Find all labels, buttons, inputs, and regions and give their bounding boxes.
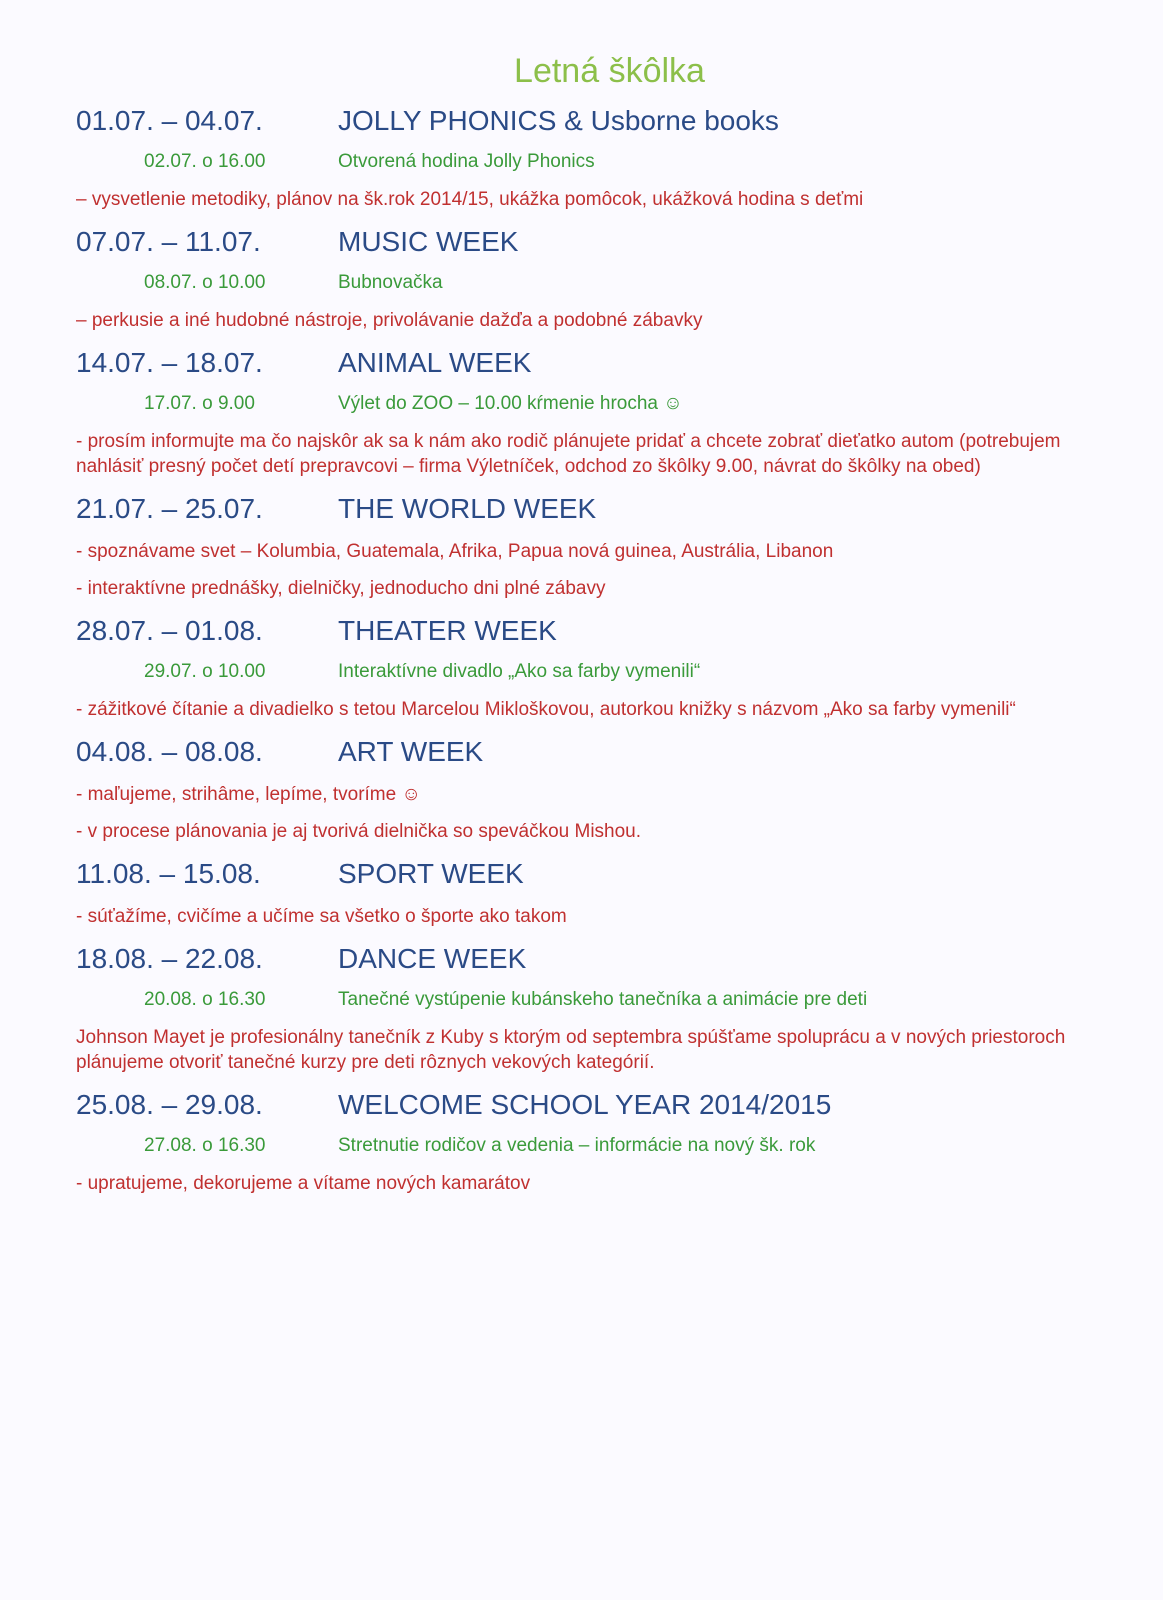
event-text: Výlet do ZOO – 10.00 kŕmenie hrocha ☺ [338,393,683,414]
week-dates: 25.08. – 29.08. [76,1089,263,1120]
week-event [76,1135,1123,1157]
week-name: JOLLY PHONICS & Usborne books [338,105,779,136]
week-event [76,393,1123,415]
week-dates: 11.08. – 15.08. [76,858,261,889]
week-event [76,151,1123,173]
week-name: ANIMAL WEEK [338,347,532,378]
week-dates: 28.07. – 01.08. [76,615,263,646]
event-time: 08.07. o 10.00 [144,272,266,293]
week-header [76,493,1123,525]
event-time: 02.07. o 16.00 [144,151,266,172]
week-name: DANCE WEEK [338,943,527,974]
event-time: 29.07. o 10.00 [144,661,266,682]
event-text: Otvorená hodina Jolly Phonics [338,151,595,172]
week-note: - maľujeme, strihâme, lepíme, tvoríme ☺ [76,784,421,805]
week-note: Johnson Mayet je profesionálny tanečník z Kuby s ktorým od septembra spúšťame spoluprácu a v nových priestoroch plánujeme otvoriť tanečné kurzy pre deti rôznych vekových kategórií. [76,1027,1066,1073]
week-name: MUSIC WEEK [338,226,519,257]
week-dates: 07.07. – 11.07. [76,226,261,257]
week-note: – vysvetlenie metodiky, plánov na šk.rok 2014/15, ukážka pomôcok, ukážková hodina s deťmi [76,189,864,210]
week-header [76,943,1123,975]
week-dates: 21.07. – 25.07. [76,493,263,524]
week-note: - interaktívne prednášky, dielničky, jednoducho dni plné zábavy [76,578,606,599]
page-title: Letná škôlka [514,52,705,90]
week-name: SPORT WEEK [338,858,524,889]
week-header [76,615,1123,647]
week-name: WELCOME SCHOOL YEAR 2014/2015 [338,1089,832,1120]
week-note: - v procese plánovania je aj tvorivá dielnička so speváčkou Mishou. [76,821,642,842]
week-name: THEATER WEEK [338,615,557,646]
week-dates: 14.07. – 18.07. [76,347,263,378]
event-time: 20.08. o 16.30 [144,989,266,1010]
week-dates: 18.08. – 22.08. [76,943,263,974]
week-event [76,272,1123,294]
week-header [76,736,1123,768]
week-name: ART WEEK [338,736,484,767]
week-header [76,858,1123,890]
week-note: – perkusie a iné hudobné nástroje, privolávanie dažďa a podobné zábavky [76,310,703,331]
week-header [76,105,1123,137]
week-note: - spoznávame svet – Kolumbia, Guatemala, Afrika, Papua nová guinea, Austrália, Libanon [76,541,834,562]
week-header [76,347,1123,379]
week-dates: 04.08. – 08.08. [76,736,263,767]
week-event [76,989,1123,1011]
week-note: - súťažíme, cvičíme a učíme sa všetko o športe ako takom [76,906,567,927]
week-note: - zážitkové čítanie a divadielko s tetou Marcelou Mikloškovou, autorkou knižky s názvom „Ako sa farby vymenili“ [76,699,1016,720]
week-header [76,226,1123,258]
event-text: Interaktívne divadlo „Ako sa farby vymenili“ [338,661,701,682]
event-text: Bubnovačka [338,272,443,293]
week-dates: 01.07. – 04.07. [76,105,263,136]
week-note: - prosím informujte ma čo najskôr ak sa k nám ako rodič plánujete pridať a chcete zobrať dieťatko autom (potrebujem nahlásiť presný počet detí prepravcovi – firma Výletníček, odchod zo škôlky 9.00, návrat do škôlky na obed) [76,431,1061,477]
event-time: 17.07. o 9.00 [144,393,255,414]
week-name: THE WORLD WEEK [338,493,597,524]
week-note: - upratujeme, dekorujeme a vítame nových kamarátov [76,1173,531,1194]
week-header [76,1089,1123,1121]
event-text: Stretnutie rodičov a vedenia – informácie na nový šk. rok [338,1135,816,1156]
event-time: 27.08. o 16.30 [144,1135,266,1156]
week-event [76,661,1123,683]
event-text: Tanečné vystúpenie kubánskeho tanečníka a animácie pre deti [338,989,868,1010]
